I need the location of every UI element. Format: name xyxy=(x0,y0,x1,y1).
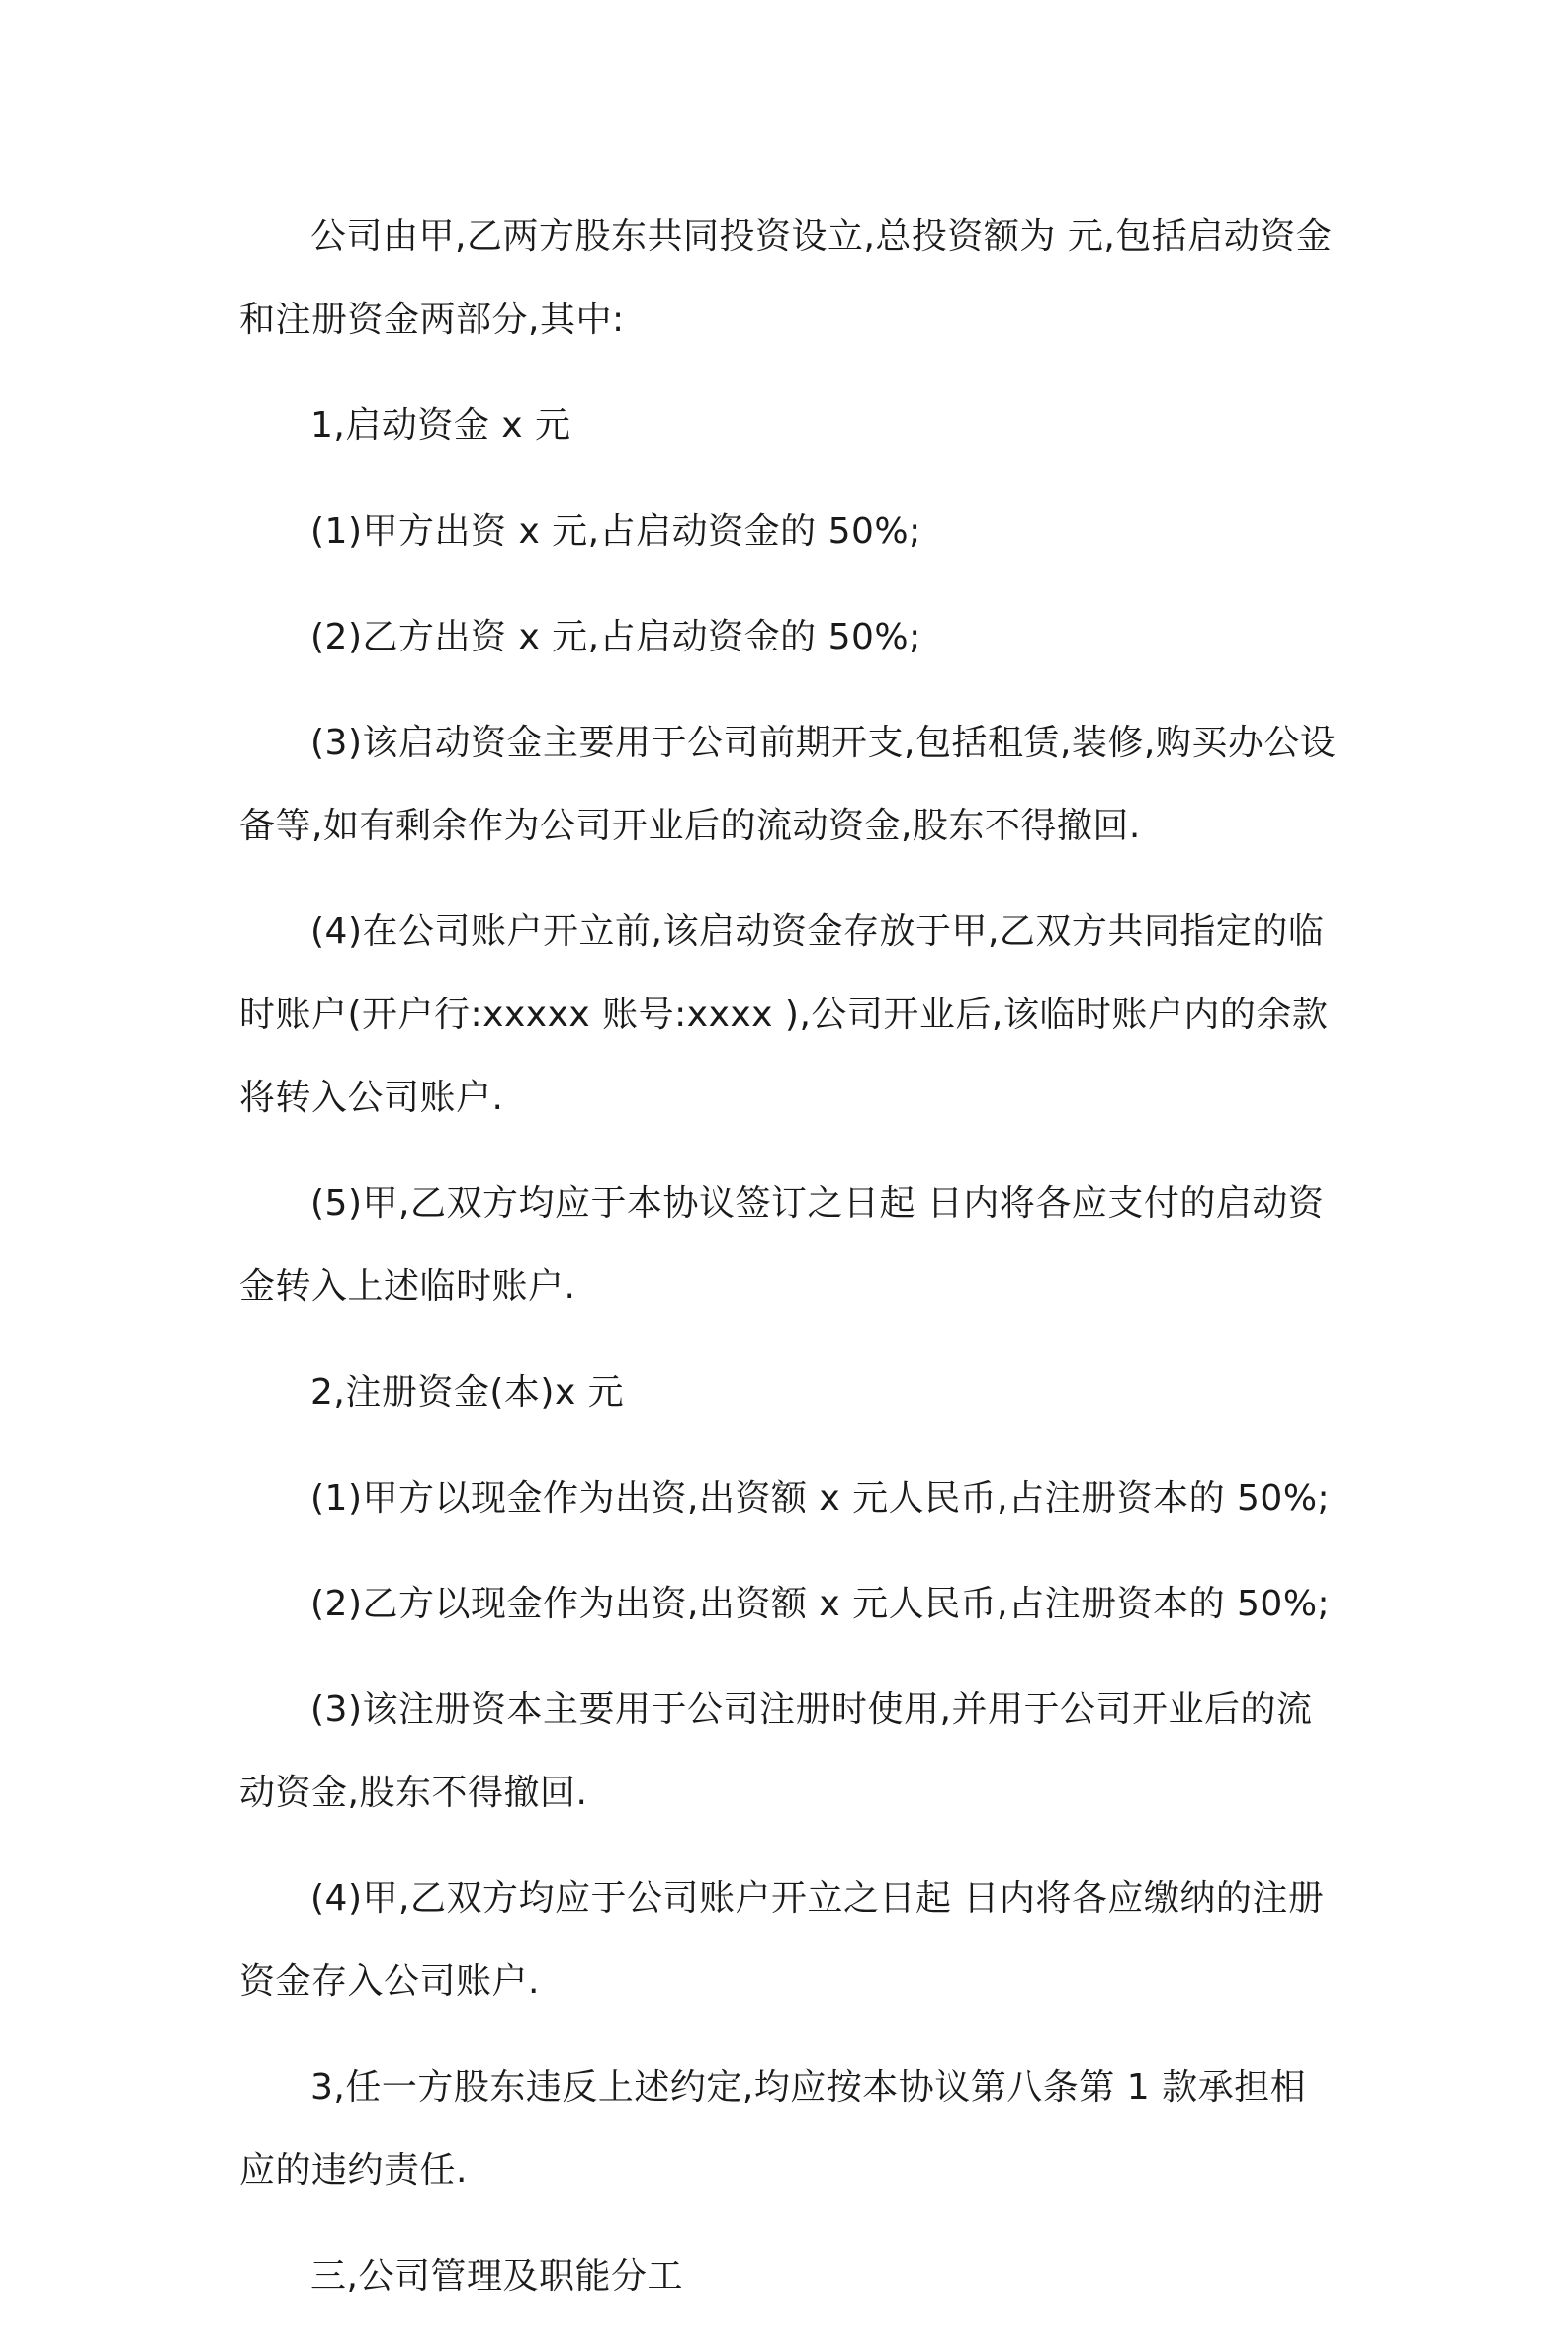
paragraph-registered-usage: (3)该注册资本主要用于公司注册时使用,并用于公司开业后的流动资金,股东不得撤回. xyxy=(239,1690,1313,1813)
paragraph-temporary-account: (4)在公司账户开立前,该启动资金存放于甲,乙双方共同指定的临时账户(开户行:xxxxx 账号:xxxx ),公司开业后,该临时账户内的余款将转入公司账户. xyxy=(239,911,1329,1118)
paragraph-startup-party-b: (2)乙方出资 x 元,占启动资金的 50%; xyxy=(310,617,921,657)
paragraph-startup-capital: 1,启动资金 x 元 xyxy=(310,405,571,446)
document-body xyxy=(239,196,1339,2341)
paragraph-registered-deposit: (4)甲,乙双方均应于公司账户开立之日起 日内将各应缴纳的注册资金存入公司账户. xyxy=(239,1878,1325,2002)
paragraph-startup-party-a: (1)甲方出资 x 元,占启动资金的 50%; xyxy=(310,511,921,552)
section-heading-management: 三,公司管理及职能分工 xyxy=(310,2256,683,2297)
paragraph-registered-party-a: (1)甲方以现金作为出资,出资额 x 元人民币,占注册资本的 50%; xyxy=(310,1478,1331,1518)
paragraph-investment-intro: 公司由甲,乙两方股东共同投资设立,总投资额为 元,包括启动资金和注册资金两部分,其中: xyxy=(239,217,1333,340)
paragraph-registered-party-b: (2)乙方以现金作为出资,出资额 x 元人民币,占注册资本的 50%; xyxy=(310,1584,1331,1624)
paragraph-registered-capital: 2,注册资金(本)x 元 xyxy=(310,1372,625,1413)
paragraph-startup-transfer: (5)甲,乙双方均应于本协议签订之日起 日内将各应支付的启动资金转入上述临时账户. xyxy=(239,1183,1325,1307)
paragraph-breach-liability: 3,任一方股东违反上述约定,均应按本协议第八条第 1 款承担相应的违约责任. xyxy=(239,2067,1307,2191)
paragraph-startup-usage: (3)该启动资金主要用于公司前期开支,包括租赁,装修,购买办公设备等,如有剩余作为公司开业后的流动资金,股东不得撤回. xyxy=(239,723,1337,846)
